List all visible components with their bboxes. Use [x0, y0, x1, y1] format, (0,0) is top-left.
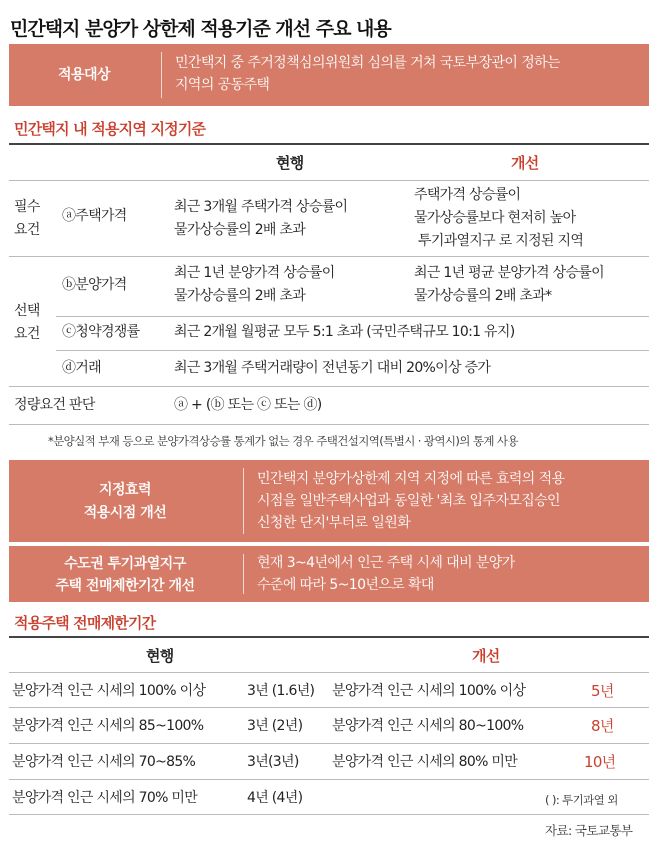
row-a-current-line-2: 물가상승률의 2배 초과	[174, 222, 306, 238]
period-row-2-current-years: 3년 (2년)	[247, 718, 303, 734]
timing-text-line-1: 민간택지 분양가상한제 지역 지정에 따른 효력의 적용	[257, 471, 565, 487]
criteria-header-rule	[9, 180, 649, 181]
criteria-top-rule	[9, 143, 649, 145]
period-row-4-current-cond: 분양가격 인근 시세의 70% 미만	[12, 790, 198, 806]
period-title: 적용주택 전매제한기간	[14, 614, 156, 632]
row-b-current-line-2: 물가상승률의 2배 초과	[174, 288, 306, 304]
period-header-rule	[9, 672, 649, 673]
resale-text-line-1: 현재 3~4년에서 인근 주택 시세 대비 분양가	[257, 555, 515, 571]
criteria-row-c-rule	[56, 350, 649, 351]
page-title: 민간택지 분양가 상한제 적용기준 개선 주요 내용	[10, 18, 391, 40]
judgement-label: 정량요건 판단	[14, 397, 95, 413]
resale-label-line-2: 주택 전매제한기간 개선	[55, 578, 195, 594]
criteria-footnote: *분양실적 부재 등으로 분양가격상승률 통계가 없는 경우 주택건설지역(특별시 · 광역시)의 통계 사용	[48, 434, 518, 448]
criteria-header-current: 현행	[276, 154, 304, 172]
period-row-3-new-cond: 분양가격 인근 시세의 80% 미만	[332, 754, 518, 770]
row-d-text: 최근 3개월 주택거래량이 전년동기 대비 20%이상 증가	[174, 360, 491, 376]
period-row-2-rule	[9, 743, 649, 744]
period-row-1-current-years: 3년 (1.6년)	[247, 683, 315, 699]
period-row-3-current-years: 3년(3년)	[247, 754, 299, 770]
optional-label-line-1: 선택	[14, 303, 40, 319]
criteria-row-b-rule	[56, 316, 649, 317]
period-row-4-current-years: 4년 (4년)	[247, 790, 303, 806]
period-row-1-new-years: 5년	[591, 682, 614, 700]
required-label-line-1: 필수	[14, 199, 40, 215]
timing-label-line-2: 적용시점 개선	[83, 505, 167, 521]
row-d-name: ⓓ거래	[62, 360, 101, 376]
timing-band	[9, 460, 649, 542]
row-a-improved-line-1: 주택가격 상승률이	[414, 187, 521, 203]
period-row-1-new-cond: 분양가격 인근 시세의 100% 이상	[332, 683, 526, 699]
timing-label-line-1: 지정효력	[98, 482, 152, 498]
period-row-3-current-cond: 분양가격 인근 시세의 70~85%	[12, 754, 196, 770]
period-row-1-rule	[9, 707, 649, 708]
period-row-2-new-years: 8년	[591, 717, 614, 735]
row-a-improved-line-2: 물가상승률보다 현저히 높아	[414, 210, 576, 226]
row-a-name: ⓐ주택가격	[62, 208, 127, 224]
resale-text-line-2: 수준에 따라 5~10년으로 확대	[257, 577, 434, 593]
timing-text-line-3: 신청한 단지'부터로 일원화	[257, 515, 411, 531]
row-b-current-line-1: 최근 1년 분양가격 상승률이	[174, 265, 335, 281]
target-band	[9, 44, 649, 106]
row-b-name: ⓑ분양가격	[62, 277, 127, 293]
timing-text-line-2: 시점을 일반주택사업과 동일한 '최초 입주자모집승인	[257, 493, 560, 509]
row-b-improved-line-2: 물가상승률의 2배 초과*	[414, 288, 552, 304]
target-text-line-2: 지역의 공동주택	[175, 77, 270, 93]
period-row-1-current-cond: 분양가격 인근 시세의 100% 이상	[12, 683, 206, 699]
period-row-2-current-cond: 분양가격 인근 시세의 85~100%	[12, 718, 204, 734]
row-a-improved-line-3: 투기과열지구 로 지정된 지역	[418, 233, 584, 249]
resale-divider	[243, 554, 244, 594]
source-credit: 자료: 국토교통부	[545, 823, 633, 838]
required-label-line-2: 요건	[14, 222, 40, 238]
period-row-2-new-cond: 분양가격 인근 시세의 80~100%	[332, 718, 524, 734]
resale-label-line-1: 수도권 투기과열지구	[64, 556, 186, 572]
criteria-row-a-rule	[9, 256, 649, 257]
period-note: ( ): 투기과열 외	[545, 793, 618, 807]
period-header-improved: 개선	[472, 647, 500, 665]
resale-band	[9, 546, 649, 602]
optional-label-line-2: 요건	[14, 326, 40, 342]
timing-divider	[243, 468, 244, 534]
row-b-improved-line-1: 최근 1년 평균 분양가격 상승률이	[414, 265, 604, 281]
row-a-current-line-1: 최근 3개월 주택가격 상승률이	[174, 199, 348, 215]
period-row-3-new-years: 10년	[584, 753, 616, 771]
criteria-title: 민간택지 내 적용지역 지정기준	[14, 120, 206, 138]
criteria-judgement-rule	[9, 424, 649, 425]
target-text-line-1: 민간택지 중 주거정책심의위원회 심의를 거쳐 국토부장관이 정하는	[175, 55, 560, 71]
period-top-rule	[9, 636, 649, 638]
period-bottom-rule	[9, 814, 649, 815]
row-c-name: ⓒ청약경쟁률	[62, 324, 140, 340]
target-label: 적용대상	[57, 67, 111, 83]
criteria-header-improved: 개선	[511, 154, 539, 172]
judgement-text: ⓐ + (ⓑ 또는 ⓒ 또는 ⓓ)	[174, 397, 322, 413]
row-c-text: 최근 2개월 월평균 모두 5:1 초과 (국민주택규모 10:1 유지)	[174, 324, 515, 340]
criteria-row-d-rule	[9, 386, 649, 387]
period-header-current: 현행	[146, 647, 174, 665]
target-divider	[161, 52, 162, 98]
period-row-3-rule	[9, 779, 649, 780]
